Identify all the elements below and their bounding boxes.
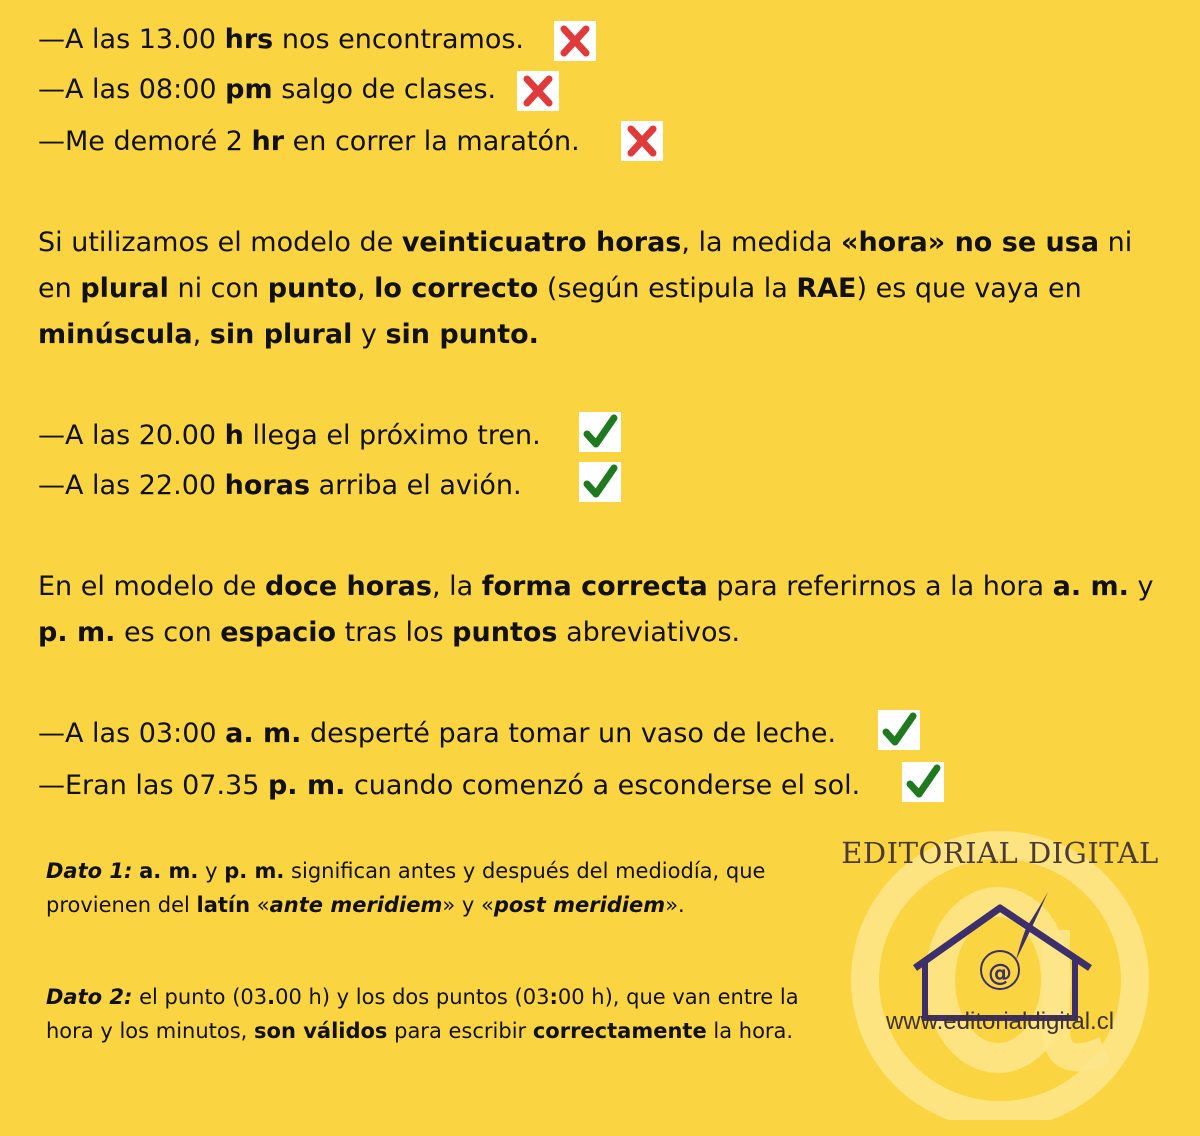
cross-mark-icon: [517, 71, 559, 111]
check-mark-icon: [579, 412, 621, 452]
right-example-4: —Eran las 07.35 p. m. cuando comenzó a esconderse el sol.: [38, 770, 861, 801]
dato-2-note: Dato 2: el punto (03.00 h) y los dos puntos (03:00 h), que van entre la hora y los minutos, son válidos para escribir correctamente la hora.: [46, 985, 799, 1043]
editorial-digital-logo: [820, 820, 1180, 1120]
logo-at-symbol: @: [988, 959, 1012, 987]
wrong-example-3: —Me demoré 2 hr en correr la maratón.: [38, 126, 580, 157]
cross-mark-icon: [554, 21, 596, 61]
wrong-example-2: —A las 08:00 pm salgo de clases.: [38, 74, 497, 105]
rule-24h-paragraph: Si utilizamos el modelo de veinticuatro horas, la medida «hora» no se usa ni en plural ni con punto, lo correcto (según estipula la RAE) es que vaya en minúscula, sin plural y sin punto.: [38, 227, 1133, 350]
logo-title: EDITORIAL DIGITAL: [841, 836, 1159, 870]
cross-mark-icon: [621, 121, 663, 161]
right-example-3: —A las 03:00 a. m. desperté para tomar un vaso de leche.: [38, 718, 837, 749]
check-mark-icon: [902, 762, 944, 802]
check-mark-icon: [878, 710, 920, 750]
logo-url: www.editorialdigital.cl: [885, 1008, 1115, 1035]
rule-12h-paragraph: En el modelo de doce horas, la forma correcta para referirnos a la hora a. m. y p. m. es con espacio tras los puntos abreviativos.: [38, 571, 1154, 648]
right-example-1: —A las 20.00 h llega el próximo tren.: [38, 420, 541, 451]
check-mark-icon: [579, 462, 621, 502]
right-example-2: —A las 22.00 horas arriba el avión.: [38, 470, 522, 501]
wrong-example-1: —A las 13.00 hrs nos encontramos.: [38, 24, 525, 55]
dato-1-note: Dato 1: a. m. y p. m. significan antes y después del mediodía, que provienen del latín «ante meridiem» y «post meridiem».: [46, 859, 766, 917]
